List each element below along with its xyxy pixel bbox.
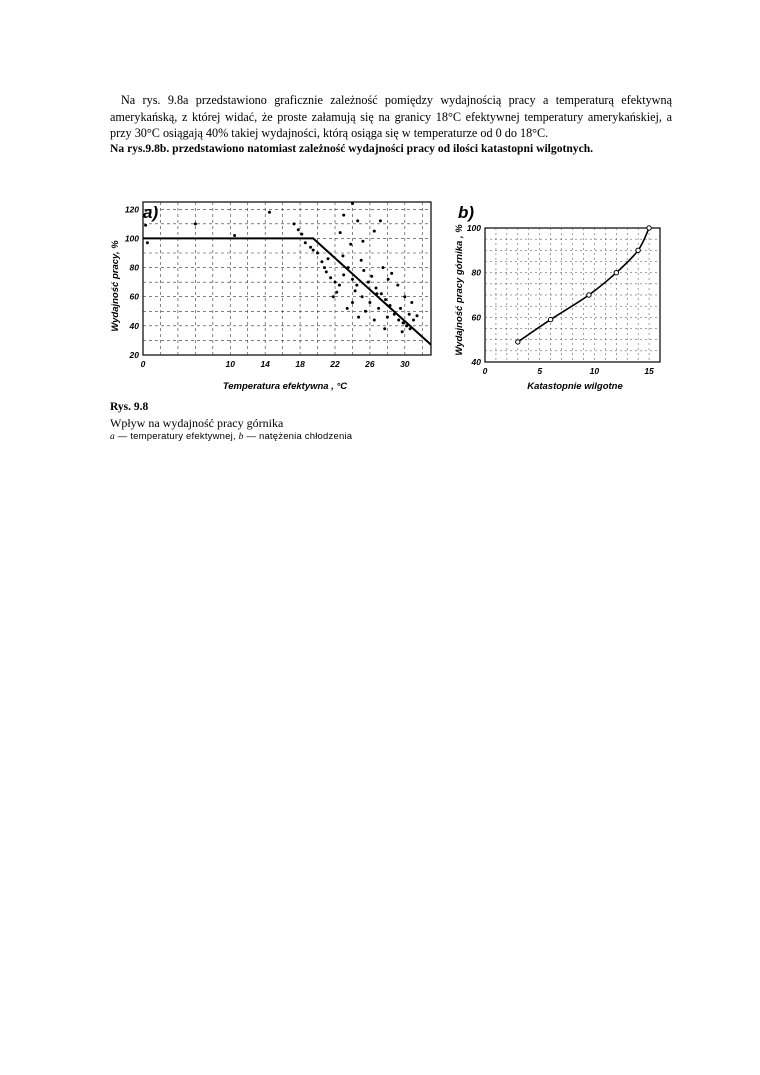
chart-a-x-tick-label: 26 [365, 359, 375, 369]
chart-a-point [233, 234, 236, 237]
caption-text-b: — natężenia chłodzenia [243, 431, 353, 442]
chart-a-y-ticks [125, 204, 139, 360]
chart-a-point [339, 231, 342, 234]
chart-a-point [349, 243, 352, 246]
chart-a-trend-line [143, 238, 431, 344]
chart-b-y-tick-label: 80 [471, 267, 481, 278]
chart-a-point [297, 228, 300, 231]
chart-a-point [342, 214, 345, 217]
chart-a-point [397, 319, 400, 322]
chart-a-point [408, 313, 411, 316]
chart-a-x-tick-label: 0 [140, 359, 146, 369]
chart-a-point [396, 284, 399, 287]
chart-a-point [338, 284, 341, 287]
chart-a-x-tick-label: 10 [225, 359, 236, 369]
chart-a-point [332, 295, 335, 298]
chart-a-point [403, 295, 406, 298]
chart-a-point [412, 319, 415, 322]
chart-b-point [516, 340, 520, 344]
chart-b-grid [485, 228, 660, 362]
chart-a-point [386, 316, 389, 319]
chart-b-panel-label: b) [458, 203, 475, 222]
chart-b-point [587, 293, 591, 297]
chart-a-point [370, 275, 373, 278]
chart-a-point [342, 273, 345, 276]
chart-b-x-tick-label: 10 [589, 366, 600, 376]
chart-a-point [335, 291, 338, 294]
chart-a-point [341, 254, 344, 257]
chart-a-point [387, 278, 390, 281]
chart-a-point [354, 289, 357, 292]
chart-a-x-tick-label: 18 [295, 359, 305, 369]
chart-a-panel-label: a) [143, 203, 159, 222]
chart-a-point [325, 270, 328, 273]
chart-a-point [351, 278, 354, 281]
chart-b-x-tick-label: 0 [482, 366, 488, 376]
chart-a-y-tick-label: 100 [124, 233, 139, 244]
chart-b-point [636, 248, 640, 252]
chart-a-point [364, 310, 367, 313]
chart-a-point [316, 252, 319, 255]
chart-a-point [360, 259, 363, 262]
chart-b-x-tick-label: 15 [644, 366, 654, 376]
chart-a-point [327, 257, 330, 260]
chart-a-point [410, 301, 413, 304]
chart-a-point [367, 281, 370, 284]
paragraph-2: Na rys.9.8b. przedstawiono natomiast zależność wydajności pracy od ilości katastopni wilgotnych. [110, 142, 594, 155]
chart-a-point [373, 319, 376, 322]
chart-a-x-label: Temperatura efektywna , °C [222, 381, 348, 392]
chart-a-point [384, 298, 387, 301]
chart-a-point [144, 224, 147, 227]
chart-a-point [293, 222, 296, 225]
chart-a-point [351, 202, 354, 205]
chart-a-point [357, 316, 360, 319]
chart-b-y-tick-label: 60 [471, 312, 481, 323]
caption-title: Wpływ na wydajność pracy górnika [110, 416, 284, 430]
chart-a-point [382, 266, 385, 269]
chart-a-point [355, 284, 358, 287]
chart-a-point [416, 314, 419, 317]
chart-b-point [647, 226, 651, 230]
chart-a-point [362, 269, 365, 272]
chart-a-point [346, 307, 349, 310]
chart-b-x-tick-label: 5 [537, 366, 543, 376]
chart-a-point [401, 330, 404, 333]
caption-number: Rys. 9.8 [110, 401, 149, 413]
chart-a-point [146, 241, 149, 244]
chart-a-point [323, 266, 326, 269]
chart-a-point [300, 233, 303, 236]
chart-a-point [377, 307, 380, 310]
chart-a-point [361, 295, 364, 298]
chart-a-point [304, 241, 307, 244]
chart-a-point [361, 240, 364, 243]
chart-b-y-tick-label: 40 [471, 357, 481, 367]
chart-panel-a [110, 202, 431, 392]
chart-a-point [368, 301, 371, 304]
chart-a-y-tick-label: 60 [129, 291, 139, 302]
chart-a-y-tick-label: 120 [124, 204, 139, 215]
chart-a-point [390, 272, 393, 275]
chart-a-point [379, 219, 382, 222]
chart-a-y-label: Wydajność pracy, % [110, 240, 121, 332]
chart-panel-b [454, 203, 660, 392]
chart-b-y-label: Wydajność pracy górnika , % [454, 224, 465, 356]
chart-a-x-tick-label: 14 [260, 359, 270, 369]
figure-9-8 [100, 190, 680, 400]
caption-text-a: — temperatury efektywnej, [114, 431, 239, 442]
chart-b-y-tick-label: 100 [466, 223, 481, 233]
chart-a-y-tick-label: 20 [129, 350, 139, 360]
chart-a-point [383, 327, 386, 330]
chart-a-point [334, 281, 337, 284]
chart-a-x-tick-label: 30 [400, 359, 410, 369]
chart-b-point [548, 317, 552, 321]
chart-a-y-tick-label: 80 [129, 262, 139, 273]
chart-a-x-ticks [141, 359, 410, 369]
chart-b-x-ticks [483, 366, 654, 376]
chart-a-point [356, 219, 359, 222]
chart-a-point [375, 287, 378, 290]
chart-b-y-ticks [467, 223, 481, 367]
chart-a-point [351, 301, 354, 304]
chart-a-point [380, 292, 383, 295]
chart-a-point [320, 260, 323, 263]
chart-a-x-tick-label: 22 [330, 359, 340, 369]
chart-a-point [329, 276, 332, 279]
chart-b-point [614, 271, 618, 275]
chart-a-point [399, 307, 402, 310]
caption-letter-b: b [238, 432, 244, 442]
chart-a-point [312, 249, 315, 252]
paragraph-1: Na rys. 9.8a przedstawiono graficznie zależność pomiędzy wydajnością pracy a temperaturą efektywną amerykańską, z której widać, że proste załamują się na granicy 18°C efektywnej temperatury amerykańskiej, a przy 30°C osiągają 40% takiej wydajności, którą osiąga się w temperaturze od 0 do 18°C. [110, 93, 672, 140]
chart-a-point [268, 211, 271, 214]
caption-letter-a: a [110, 432, 115, 442]
chart-b-x-label: Katastopnie wilgotne [527, 381, 623, 392]
caption-subtitle [110, 431, 352, 442]
chart-a-point [309, 246, 312, 249]
chart-a-y-tick-label: 40 [129, 320, 139, 331]
chart-a-point [373, 230, 376, 233]
chart-a-point [194, 222, 197, 225]
